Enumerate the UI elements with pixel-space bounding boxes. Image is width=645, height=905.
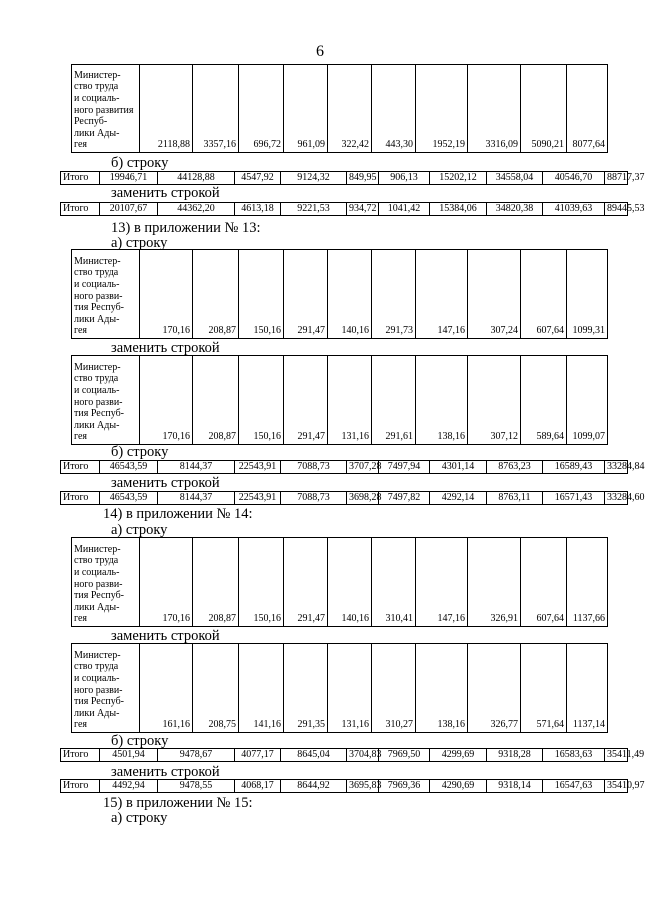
value-cell: 291,47 <box>284 538 328 627</box>
value-cell: 307,24 <box>468 250 521 339</box>
value-cell: 4068,17 <box>235 780 281 793</box>
value-cell: 44362,20 <box>158 203 235 216</box>
value-cell: 9478,67 <box>158 749 235 762</box>
name-line: Министер- <box>74 255 121 267</box>
name-line: гея <box>74 325 88 337</box>
value-cell: 41039,63 <box>543 203 605 216</box>
value-cell: 15384,06 <box>430 203 487 216</box>
name-line: тия Респуб- <box>74 302 125 314</box>
name-line: гея <box>74 139 88 151</box>
value-cell: 138,16 <box>416 356 468 445</box>
value-cell: 131,16 <box>328 644 372 733</box>
ministry-table-5 <box>71 643 608 733</box>
value-cell: 147,16 <box>416 250 468 339</box>
value-cell: 607,64 <box>521 538 567 627</box>
value-cell: 33284,84 <box>605 461 628 474</box>
value-cell: 170,16 <box>140 538 193 627</box>
name-line: Министер- <box>74 543 121 555</box>
page-number: 6 <box>316 43 324 60</box>
value-cell: 9124,32 <box>281 172 347 185</box>
value-cell: 3698,28 <box>347 492 379 505</box>
ministry-table-2 <box>71 249 608 339</box>
value-cell: 1137,14 <box>567 644 608 733</box>
value-cell: 4077,17 <box>235 749 281 762</box>
value-cell: 9318,28 <box>487 749 543 762</box>
value-cell: 291,61 <box>372 356 416 445</box>
value-cell: 7088,73 <box>281 461 347 474</box>
itogo-label: Итого <box>61 749 100 762</box>
value-cell: 3707,28 <box>347 461 379 474</box>
value-cell: 9221,53 <box>281 203 347 216</box>
name-line: Министер- <box>74 361 121 373</box>
name-line: ного разви- <box>74 684 123 696</box>
value-cell: 4301,14 <box>430 461 487 474</box>
heading-zamenit: заменить строкой <box>111 185 220 201</box>
value-cell: 208,87 <box>193 250 239 339</box>
value-cell: 1099,07 <box>567 356 608 445</box>
table-row <box>61 172 628 185</box>
table-row <box>72 356 608 445</box>
name-line: гея <box>74 719 88 731</box>
value-cell: 34558,04 <box>487 172 543 185</box>
value-cell: 1041,42 <box>379 203 430 216</box>
value-cell: 310,27 <box>372 644 416 733</box>
value-cell: 571,64 <box>521 644 567 733</box>
value-cell: 46543,59 <box>100 461 158 474</box>
name-line: ство труда <box>74 555 119 567</box>
value-cell: 3357,16 <box>193 65 239 153</box>
value-cell: 22543,91 <box>235 492 281 505</box>
table-row <box>61 492 628 505</box>
value-cell: 3695,83 <box>347 780 379 793</box>
value-cell: 8763,11 <box>487 492 543 505</box>
name-line: лики Ады- <box>74 419 120 431</box>
value-cell: 7497,94 <box>379 461 430 474</box>
heading-a-stroku: а) строку <box>111 522 168 538</box>
value-cell: 16547,63 <box>543 780 605 793</box>
name-line: лики Ады- <box>74 601 120 613</box>
name-line: лики Ады- <box>74 707 120 719</box>
value-cell: 208,75 <box>193 644 239 733</box>
total-table-6 <box>60 779 645 793</box>
value-cell: 291,47 <box>284 356 328 445</box>
ministry-name-cell <box>72 644 140 733</box>
value-cell: 1137,66 <box>567 538 608 627</box>
value-cell: 22543,91 <box>235 461 281 474</box>
value-cell: 4613,18 <box>235 203 281 216</box>
value-cell: 170,16 <box>140 250 193 339</box>
value-cell: 141,16 <box>239 644 284 733</box>
value-cell: 2118,88 <box>140 65 193 153</box>
value-cell: 208,87 <box>193 538 239 627</box>
value-cell: 46543,59 <box>100 492 158 505</box>
heading-appendix-15: 15) в приложении № 15: <box>103 795 253 811</box>
value-cell: 16583,63 <box>543 749 605 762</box>
name-line: тия Респуб- <box>74 696 125 708</box>
value-cell: 8763,23 <box>487 461 543 474</box>
ministry-name-cell <box>72 356 140 445</box>
value-cell: 150,16 <box>239 538 284 627</box>
value-cell: 326,77 <box>468 644 521 733</box>
name-line: гея <box>74 613 88 625</box>
heading-zamenit: заменить строкой <box>111 340 220 356</box>
name-line: ного разви- <box>74 290 123 302</box>
value-cell: 961,09 <box>284 65 328 153</box>
itogo-label: Итого <box>61 492 100 505</box>
value-cell: 307,12 <box>468 356 521 445</box>
value-cell: 607,64 <box>521 250 567 339</box>
value-cell: 161,16 <box>140 644 193 733</box>
value-cell: 7497,82 <box>379 492 430 505</box>
itogo-label: Итого <box>61 203 100 216</box>
value-cell: 16589,43 <box>543 461 605 474</box>
value-cell: 150,16 <box>239 356 284 445</box>
name-line: ного разви- <box>74 396 123 408</box>
name-line: тия Респуб- <box>74 408 125 420</box>
value-cell: 16571,43 <box>543 492 605 505</box>
value-cell: 4290,69 <box>430 780 487 793</box>
value-cell: 8144,37 <box>158 492 235 505</box>
table-row <box>72 538 608 627</box>
total-table-5 <box>60 748 645 762</box>
value-cell: 7088,73 <box>281 492 347 505</box>
name-line: лики Ады- <box>74 127 120 139</box>
value-cell: 4547,92 <box>235 172 281 185</box>
value-cell: 291,47 <box>284 250 328 339</box>
value-cell: 5090,21 <box>521 65 567 153</box>
table-row <box>72 644 608 733</box>
heading-b-stroku: б) строку <box>111 733 169 749</box>
value-cell: 8144,37 <box>158 461 235 474</box>
value-cell: 291,73 <box>372 250 416 339</box>
value-cell: 8644,92 <box>281 780 347 793</box>
ministry-name-cell <box>72 538 140 627</box>
value-cell: 35410,97 <box>605 780 628 793</box>
value-cell: 9478,55 <box>158 780 235 793</box>
value-cell: 208,87 <box>193 356 239 445</box>
heading-b-stroku: б) строку <box>111 155 169 171</box>
table-row <box>61 461 628 474</box>
table-row <box>61 203 628 216</box>
heading-a-stroku: а) строку <box>111 810 168 826</box>
value-cell: 849,95 <box>347 172 379 185</box>
value-cell: 3704,83 <box>347 749 379 762</box>
value-cell: 33284,60 <box>605 492 628 505</box>
name-line: ного развития Респуб- <box>74 104 134 128</box>
value-cell: 88717,37 <box>605 172 628 185</box>
ministry-table-3 <box>71 355 608 445</box>
total-table-3 <box>60 460 645 474</box>
value-cell: 326,91 <box>468 538 521 627</box>
heading-b-stroku: б) строку <box>111 444 169 460</box>
name-line: и социаль- <box>74 673 120 685</box>
name-line: Министер- <box>74 69 121 81</box>
value-cell: 3316,09 <box>468 65 521 153</box>
name-line: и социаль- <box>74 567 120 579</box>
heading-a-stroku: а) строку <box>111 235 168 251</box>
value-cell: 170,16 <box>140 356 193 445</box>
name-line: и социаль- <box>74 93 120 105</box>
value-cell: 310,41 <box>372 538 416 627</box>
value-cell: 35411,49 <box>605 749 628 762</box>
value-cell: 7969,36 <box>379 780 430 793</box>
value-cell: 15202,12 <box>430 172 487 185</box>
name-line: лики Ады- <box>74 313 120 325</box>
value-cell: 150,16 <box>239 250 284 339</box>
value-cell: 4492,94 <box>100 780 158 793</box>
name-line: ство труда <box>74 373 119 385</box>
itogo-label: Итого <box>61 172 100 185</box>
value-cell: 4299,69 <box>430 749 487 762</box>
heading-zamenit: заменить строкой <box>111 475 220 491</box>
value-cell: 44128,88 <box>158 172 235 185</box>
value-cell: 34820,38 <box>487 203 543 216</box>
value-cell: 443,30 <box>372 65 416 153</box>
value-cell: 20107,67 <box>100 203 158 216</box>
value-cell: 40546,70 <box>543 172 605 185</box>
name-line: ство труда <box>74 661 119 673</box>
table-row <box>61 749 628 762</box>
value-cell: 8077,64 <box>567 65 608 153</box>
heading-appendix-13: 13) в приложении № 13: <box>111 220 261 236</box>
heading-zamenit: заменить строкой <box>111 764 220 780</box>
value-cell: 147,16 <box>416 538 468 627</box>
ministry-name-cell <box>72 250 140 339</box>
name-line: ного разви- <box>74 578 123 590</box>
value-cell: 131,16 <box>328 356 372 445</box>
value-cell: 322,42 <box>328 65 372 153</box>
value-cell: 1099,31 <box>567 250 608 339</box>
value-cell: 140,16 <box>328 250 372 339</box>
name-line: Министер- <box>74 649 121 661</box>
itogo-label: Итого <box>61 461 100 474</box>
ministry-table-4 <box>71 537 608 627</box>
total-table-1 <box>60 171 645 185</box>
heading-appendix-14: 14) в приложении № 14: <box>103 506 253 522</box>
total-table-4 <box>60 491 645 505</box>
name-line: ство труда <box>74 81 119 93</box>
ministry-table-1 <box>71 64 608 153</box>
name-line: и социаль- <box>74 385 120 397</box>
value-cell: 934,72 <box>347 203 379 216</box>
itogo-label: Итого <box>61 780 100 793</box>
value-cell: 9318,14 <box>487 780 543 793</box>
value-cell: 291,35 <box>284 644 328 733</box>
value-cell: 8645,04 <box>281 749 347 762</box>
value-cell: 140,16 <box>328 538 372 627</box>
value-cell: 4292,14 <box>430 492 487 505</box>
value-cell: 696,72 <box>239 65 284 153</box>
value-cell: 4501,94 <box>100 749 158 762</box>
value-cell: 19946,71 <box>100 172 158 185</box>
table-row <box>72 250 608 339</box>
name-line: тия Респуб- <box>74 590 125 602</box>
value-cell: 138,16 <box>416 644 468 733</box>
value-cell: 1952,19 <box>416 65 468 153</box>
table-row <box>61 780 628 793</box>
value-cell: 89445,53 <box>605 203 628 216</box>
value-cell: 7969,50 <box>379 749 430 762</box>
ministry-name-cell <box>72 65 140 153</box>
value-cell: 589,64 <box>521 356 567 445</box>
value-cell: 906,13 <box>379 172 430 185</box>
table-row <box>72 65 608 153</box>
heading-zamenit: заменить строкой <box>111 628 220 644</box>
name-line: и социаль- <box>74 279 120 291</box>
name-line: гея <box>74 431 88 443</box>
name-line: ство труда <box>74 267 119 279</box>
total-table-2 <box>60 202 645 216</box>
